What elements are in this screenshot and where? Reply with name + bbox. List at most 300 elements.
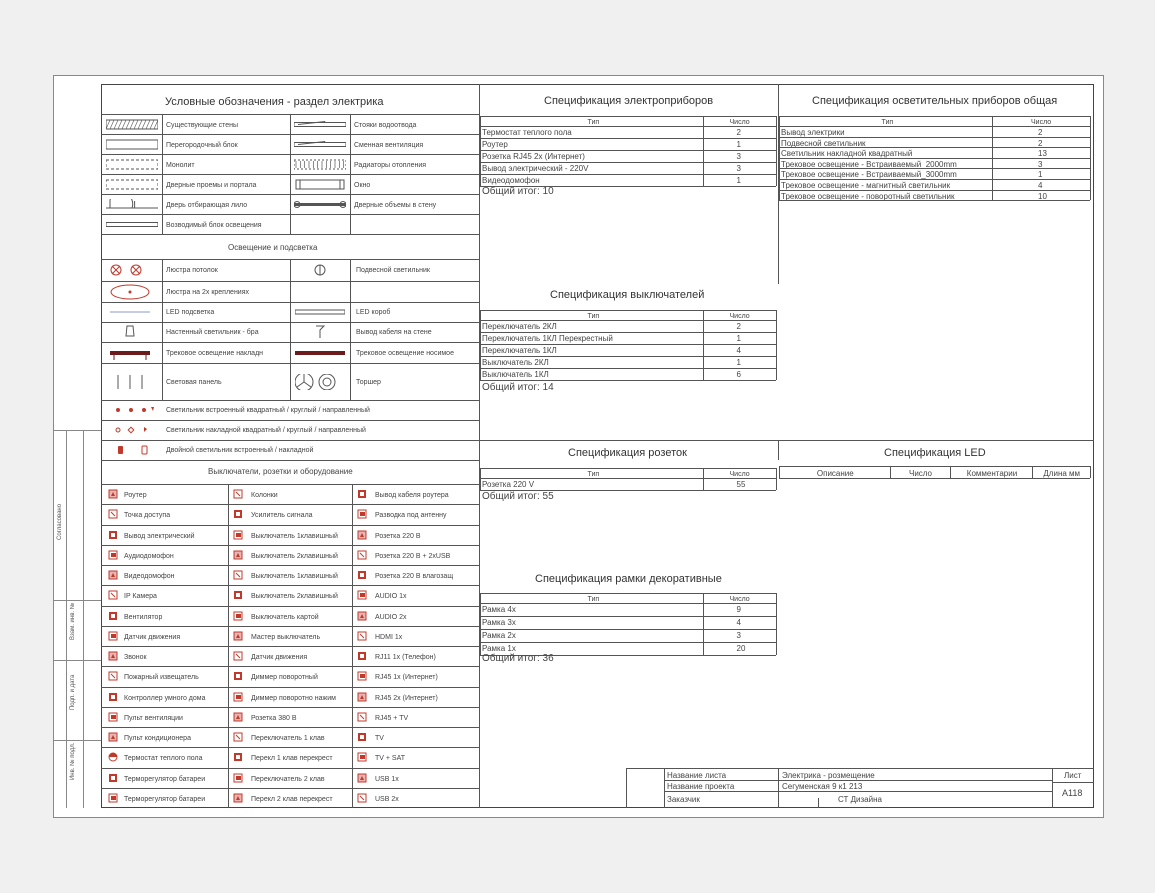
table-edge <box>480 468 481 490</box>
row-divider <box>101 626 479 627</box>
legend-symbol-icon <box>106 139 158 150</box>
legend-symbol-icon <box>106 179 158 190</box>
table-cell-number: 3 <box>736 164 741 173</box>
legend-symbol-icon <box>357 590 367 600</box>
table-line <box>480 162 776 163</box>
legend-label: Радиаторы отопления <box>354 162 427 169</box>
legend-symbol-icon <box>294 199 346 210</box>
legend-symbol-icon <box>295 345 345 361</box>
legend-symbol-icon <box>233 732 243 742</box>
legend-symbol-icon <box>108 530 118 540</box>
spec-switches-title: Спецификация выключателей <box>550 289 705 301</box>
table-cell-type: Переключатель 2КЛ <box>482 322 557 331</box>
table-line <box>779 168 1090 169</box>
legend-label: Звонок <box>124 654 147 661</box>
legend-symbol-icon <box>233 489 243 499</box>
legend-symbol-icon <box>357 611 367 621</box>
legend-symbol-icon <box>106 219 158 230</box>
table-cell-number: 3 <box>736 631 741 640</box>
legend-symbol-icon <box>295 374 345 390</box>
legend-symbol-icon <box>294 139 346 150</box>
legend-label: Вывод кабеля на стене <box>356 329 432 336</box>
legend-label: Мастер выключатель <box>251 633 321 641</box>
legend-symbol-icon <box>233 509 243 519</box>
legend-symbol-icon <box>357 752 367 762</box>
table-line <box>480 332 776 333</box>
table-cell-number: 20 <box>736 644 746 653</box>
legend-label: Розетка 220 В + 2xUSB <box>375 552 451 560</box>
legend-symbol-icon <box>114 404 156 416</box>
table-cell-number: 9 <box>736 605 741 614</box>
legend-label: Пульт кондиционера <box>124 735 191 742</box>
table-header-number: Число <box>729 119 750 126</box>
legend-symbol-icon <box>108 570 118 580</box>
table-cell-number: 13 <box>1038 149 1047 159</box>
legend-symbol-icon <box>110 374 150 390</box>
table-line <box>480 616 776 617</box>
legend-symbol-icon <box>108 712 118 722</box>
table-edge <box>480 593 481 655</box>
table-line <box>480 380 776 381</box>
legend-symbol-icon <box>110 374 150 390</box>
row-divider <box>101 545 479 546</box>
legend-symbol-icon <box>357 570 367 580</box>
legend-symbol-icon <box>108 712 118 722</box>
legend-symbol-icon <box>108 489 118 499</box>
table-line <box>779 478 1090 479</box>
legend-symbol-icon <box>357 550 367 560</box>
legend-symbol-icon <box>233 692 243 702</box>
legend-label: RJ11 1x (Телефон) <box>375 654 436 661</box>
legend-label: Сменная вентиляция <box>354 142 424 149</box>
legend-label: Пульт вентиляции <box>124 714 183 722</box>
table-edge <box>1090 116 1091 200</box>
row-divider <box>101 154 479 155</box>
legend-symbol-icon <box>114 424 156 436</box>
legend-symbol-icon <box>357 712 367 722</box>
table-header-number: Число <box>1031 119 1052 126</box>
table-line <box>480 368 776 369</box>
legend-symbol-icon <box>108 692 118 702</box>
legend-label: Светильник встроенный квадратный / круглый / направленный <box>166 407 370 414</box>
legend-label: Розетка 220 В <box>375 532 421 540</box>
row-divider <box>101 440 479 441</box>
table-cell-number: 4 <box>736 346 741 355</box>
table-line <box>480 126 776 127</box>
legend-symbol-icon <box>108 732 118 742</box>
row-divider <box>101 322 479 323</box>
table-cell-type: Рамка 3x <box>482 618 516 627</box>
legend-symbol-icon <box>108 793 118 803</box>
table-line <box>480 356 776 357</box>
row-divider <box>101 363 479 364</box>
legend-symbol-icon <box>106 139 158 150</box>
legend-symbol-icon <box>106 159 158 170</box>
legend-label: Усилитель сигнала <box>251 512 313 520</box>
table-line <box>480 174 776 175</box>
legend-symbol-icon <box>110 284 150 300</box>
legend-symbol-icon <box>294 159 346 170</box>
legend-label: Двойной светильник встроенный / накладной <box>166 447 314 454</box>
table-line <box>779 137 1090 138</box>
legend-symbol-icon <box>233 550 243 560</box>
table-column-divider <box>703 116 704 186</box>
legend-symbol-icon <box>108 671 118 681</box>
legend-label: RJ45 + TV <box>375 714 409 722</box>
legend-symbol-icon <box>357 631 367 641</box>
legend-symbol-icon <box>108 590 118 600</box>
legend-symbol-icon <box>294 159 346 170</box>
legend-label: Выключатель 2клавишный <box>251 552 338 560</box>
studio-name: СТ Дизайна <box>838 795 882 804</box>
table-cell-number: 1 <box>736 176 741 185</box>
legend-symbol-icon <box>357 489 367 499</box>
spec-frames-total: Общий итог: 36 <box>482 653 554 664</box>
side-label-inv: Взам. инв. № <box>70 602 76 640</box>
legend-symbol-icon <box>294 179 346 190</box>
table-cell-type: Трековое освещение - Встраиваемый_3000mm <box>781 170 957 180</box>
legend-symbol-icon <box>233 590 243 600</box>
legend-symbol-icon <box>294 179 346 190</box>
legend-symbol-icon <box>106 119 158 130</box>
legend-symbol-icon <box>108 611 118 621</box>
table-cell-type: Трековое освещение - Встраиваемый_2000mm <box>781 159 957 169</box>
table-column-divider <box>950 466 951 478</box>
legend-symbol-icon <box>108 509 118 519</box>
legend-symbol-icon <box>110 324 150 340</box>
legend-symbol-icon <box>108 732 118 742</box>
legend-symbol-icon <box>233 752 243 762</box>
sheet-number: A118 <box>1062 788 1083 798</box>
legend-symbol-icon <box>106 199 158 210</box>
table-header: Длина мм <box>1043 469 1081 478</box>
legend-label: Розетка 380 В <box>251 714 297 722</box>
table-cell-number: 2 <box>736 128 741 137</box>
legend-symbol-icon <box>233 489 243 499</box>
legend-symbol-icon <box>233 570 243 580</box>
legend-label: Люстра на 2х креплениях <box>166 288 250 296</box>
legend-symbol-icon <box>108 550 118 560</box>
table-cell-type: Розетка 220 V <box>482 480 535 489</box>
client-label: Заказчик <box>667 795 700 804</box>
table-column-divider <box>890 466 891 478</box>
table-header-number: Число <box>729 471 750 478</box>
row-divider <box>101 606 479 607</box>
legend-label: Контроллер умного дома <box>124 694 206 702</box>
legend-symbol-icon <box>233 773 243 783</box>
legend-label: Монолит <box>166 162 195 169</box>
project-label: Название проекта <box>667 782 735 791</box>
legend-symbol-icon <box>233 611 243 621</box>
legend-symbol-icon <box>108 651 118 661</box>
legend-symbol-icon <box>106 119 158 130</box>
spec-frames-title: Спецификация рамки декоративные <box>535 573 722 585</box>
legend-label: Датчик движения <box>251 654 308 661</box>
spec-devices-title: Спецификация электроприборов <box>544 95 714 107</box>
legend-symbol-icon <box>233 651 243 661</box>
legend-symbol-icon <box>233 793 243 803</box>
table-cell-type: Рамка 1x <box>482 644 516 653</box>
row-divider <box>101 666 479 667</box>
legend-symbol-icon <box>233 611 243 621</box>
legend-label: Точка доступа <box>124 512 171 520</box>
legend-label: Терморегулятор батареи <box>124 775 206 783</box>
legend-symbol-icon <box>233 530 243 540</box>
legend-label: Существующие стены <box>166 122 239 129</box>
legend-label: Розетка 220 В влагозащ <box>375 573 454 580</box>
legend-symbol-icon <box>357 611 367 621</box>
table-line <box>480 468 776 469</box>
row-divider <box>101 194 479 195</box>
legend-label: Вентилятор <box>124 613 163 621</box>
table-cell-number: 4 <box>1038 181 1043 190</box>
legend-symbol-icon <box>233 550 243 560</box>
legend-symbol-icon <box>357 530 367 540</box>
project-name: Сегуменская 9 к1 213 <box>782 782 863 791</box>
table-column-divider <box>703 593 704 655</box>
legend-label: Выключатель картой <box>251 613 319 621</box>
legend-label: Окно <box>354 182 371 189</box>
table-column-divider <box>703 468 704 490</box>
legend-title: Условные обозначения - раздел электрика <box>165 96 384 108</box>
table-line <box>779 179 1090 180</box>
legend-label: Настенный светильник - бра <box>166 329 259 336</box>
table-header-type: Тип <box>881 119 894 126</box>
table-edge <box>480 116 481 186</box>
legend-label: RJ45 2x (Интернет) <box>375 694 438 702</box>
legend-label: Трековое освещение накладн <box>166 349 264 357</box>
legend-label: RJ45 1x (Интернет) <box>375 674 438 682</box>
spec-lights-title: Спецификация осветительных приборов общая <box>812 95 1058 107</box>
table-cell-type: Переключатель 1КЛ <box>482 346 557 355</box>
row-divider <box>101 504 479 505</box>
legend-symbol-icon <box>233 570 243 580</box>
legend-label: AUDIO 2x <box>375 613 407 621</box>
table-cell-type: Термостат теплого пола <box>482 128 572 137</box>
row-divider <box>101 768 479 769</box>
table-header: Комментарии <box>966 469 1018 478</box>
row-divider <box>101 585 479 586</box>
row-divider <box>101 788 479 789</box>
row-divider <box>101 420 479 421</box>
table-edge <box>480 310 481 380</box>
legend-label: Перегородочный блок <box>166 142 238 149</box>
legend-symbol-icon <box>108 590 118 600</box>
legend-symbol-icon <box>357 509 367 519</box>
legend-symbol-icon <box>295 324 345 340</box>
legend-label: AUDIO 1x <box>375 593 407 601</box>
sheet-name: Электрика - розмещение <box>782 771 875 780</box>
table-line <box>480 116 776 117</box>
legend-symbol-icon <box>108 752 118 762</box>
table-line <box>480 642 776 643</box>
legend-symbol-icon <box>110 324 150 340</box>
legend-symbol-icon <box>357 550 367 560</box>
table-edge <box>779 116 780 200</box>
legend-symbol-icon <box>108 773 118 783</box>
legend-symbol-icon <box>294 139 346 150</box>
legend-symbol-icon <box>357 651 367 661</box>
table-line <box>480 310 776 311</box>
spec-devices-total: Общий итог: 10 <box>482 186 554 197</box>
row-divider <box>101 525 479 526</box>
legend-symbol-icon <box>233 793 243 803</box>
legend-symbol-icon <box>108 611 118 621</box>
legend-symbol-icon <box>357 773 367 783</box>
row-divider <box>101 565 479 566</box>
legend-symbol-icon <box>295 262 345 278</box>
legend-symbol-icon <box>233 752 243 762</box>
table-cell-number: 1 <box>736 140 741 149</box>
legend-symbol-icon <box>108 631 118 641</box>
legend-symbol-icon <box>110 345 150 361</box>
legend-label: Дверь отбирающая лило <box>166 202 248 209</box>
row-divider <box>101 174 479 175</box>
table-cell-number: 1 <box>1038 170 1043 180</box>
table-cell-number: 4 <box>736 618 741 627</box>
legend-symbol-icon <box>110 345 150 361</box>
legend-symbol-icon <box>357 671 367 681</box>
table-edge <box>776 593 777 655</box>
row-divider <box>101 400 479 401</box>
legend-symbol-icon <box>110 304 150 320</box>
table-cell-type: Рамка 4x <box>482 605 516 614</box>
sheet-label: Лист <box>1064 771 1082 780</box>
legend-label: Торшер <box>356 378 381 386</box>
legend-symbol-icon <box>295 324 345 340</box>
legend-symbol-icon <box>357 773 367 783</box>
table-line <box>480 603 776 604</box>
legend-label: Диммер поворотно нажим <box>251 694 336 702</box>
legend-label: Пожарный извещатель <box>124 674 199 682</box>
row-divider <box>101 302 479 303</box>
table-cell-type: Роутер <box>482 140 508 149</box>
legend-symbol-icon <box>357 692 367 702</box>
legend-symbol-icon <box>294 199 346 210</box>
legend-label: Видеодомофон <box>124 573 175 580</box>
legend-symbol-icon <box>108 773 118 783</box>
spec-sockets-total: Общий итог: 55 <box>482 491 554 502</box>
table-cell-type: Переключатель 1КЛ Перекрестный <box>482 334 613 343</box>
legend-label: Стояки водоотвода <box>354 122 417 129</box>
table-column-divider <box>703 310 704 380</box>
table-cell-type: Трековое освещение - поворотный светильник <box>781 191 955 201</box>
legend-label: Возводимый блок освещения <box>166 222 262 229</box>
spec-switches-total: Общий итог: 14 <box>482 382 554 393</box>
table-line <box>480 593 776 594</box>
legend-symbol-icon <box>357 489 367 499</box>
table-cell-number: 1 <box>736 358 741 367</box>
table-line <box>480 344 776 345</box>
legend-label: IP Камера <box>124 593 157 601</box>
legend-label: USB 2x <box>375 795 399 803</box>
legend-symbol-icon <box>295 304 345 320</box>
legend-symbol-icon <box>108 671 118 681</box>
legend-label: LED короб <box>356 309 391 316</box>
legend-label: Перекл 2 клав перекрест <box>251 795 333 803</box>
lighting-title: Освещение и подсветка <box>228 243 318 252</box>
legend-symbol-icon <box>233 712 243 722</box>
table-header-type: Тип <box>587 313 600 320</box>
legend-symbol-icon <box>233 590 243 600</box>
legend-symbol-icon <box>114 444 156 456</box>
legend-symbol-icon <box>357 671 367 681</box>
table-cell-number: 55 <box>736 480 746 489</box>
spec-sockets-title: Спецификация розеток <box>568 447 687 459</box>
table-cell-number: 3 <box>1038 159 1043 169</box>
legend-symbol-icon <box>357 570 367 580</box>
legend-symbol-icon <box>357 793 367 803</box>
row-divider <box>101 727 479 728</box>
legend-symbol-icon <box>295 304 345 320</box>
table-header-type: Тип <box>587 471 600 478</box>
sheet-name-label: Название листа <box>667 771 727 780</box>
legend-label: TV + SAT <box>375 755 406 763</box>
legend-symbol-icon <box>233 692 243 702</box>
table-line <box>480 320 776 321</box>
legend-symbol-icon <box>233 773 243 783</box>
legend-label: Термостат теплого пола <box>124 755 203 763</box>
table-column-divider <box>992 116 993 200</box>
legend-symbol-icon <box>108 550 118 560</box>
legend-symbol-icon <box>233 631 243 641</box>
table-line <box>779 158 1090 159</box>
legend-symbol-icon <box>357 692 367 702</box>
row-divider <box>101 214 479 215</box>
legend-label: Дверные проемы и портала <box>166 182 257 189</box>
table-line <box>480 478 776 479</box>
legend-label: Подвесной светильник <box>356 267 430 274</box>
legend-symbol-icon <box>294 119 346 130</box>
legend-label: Выключатель 1клавишный <box>251 532 338 540</box>
table-header-number: Число <box>729 596 750 603</box>
table-cell-type: Выключатель 2КЛ <box>482 358 549 367</box>
legend-label: Диммер поворотный <box>251 674 318 682</box>
table-cell-type: Трековое освещение - магнитный светильник <box>781 181 951 190</box>
legend-symbol-icon <box>233 631 243 641</box>
legend-symbol-icon <box>114 424 156 436</box>
legend-symbol-icon <box>108 793 118 803</box>
legend-label: Трековое освещение носимое <box>356 349 454 357</box>
legend-label: USB 1x <box>375 775 399 783</box>
legend-symbol-icon <box>106 199 158 210</box>
table-cell-number: 2 <box>1038 138 1043 148</box>
legend-symbol-icon <box>357 732 367 742</box>
legend-label: Светильник накладной квадратный / круглый / направленный <box>166 427 366 434</box>
row-divider <box>101 134 479 135</box>
legend-symbol-icon <box>108 489 118 499</box>
table-line <box>779 126 1090 127</box>
legend-label: Дверные объемы в стену <box>354 202 437 209</box>
table-line <box>779 116 1090 117</box>
legend-symbol-icon <box>108 752 118 762</box>
legend-label: Терморегулятор батареи <box>124 795 206 803</box>
table-edge <box>1090 466 1091 478</box>
table-line <box>779 200 1090 201</box>
table-line <box>480 138 776 139</box>
legend-symbol-icon <box>357 793 367 803</box>
side-label-sign: Подп. и дата <box>70 674 76 710</box>
legend-symbol-icon <box>233 530 243 540</box>
table-cell-type: Светильник накладной квадратный <box>781 149 913 159</box>
legend-label: Аудиодомофон <box>124 552 174 560</box>
legend-symbol-icon <box>295 262 345 278</box>
legend-symbol-icon <box>295 345 345 361</box>
table-cell-number: 6 <box>736 370 741 379</box>
legend-symbol-icon <box>110 262 150 278</box>
legend-symbol-icon <box>106 159 158 170</box>
legend-label: Датчик движения <box>124 633 181 641</box>
